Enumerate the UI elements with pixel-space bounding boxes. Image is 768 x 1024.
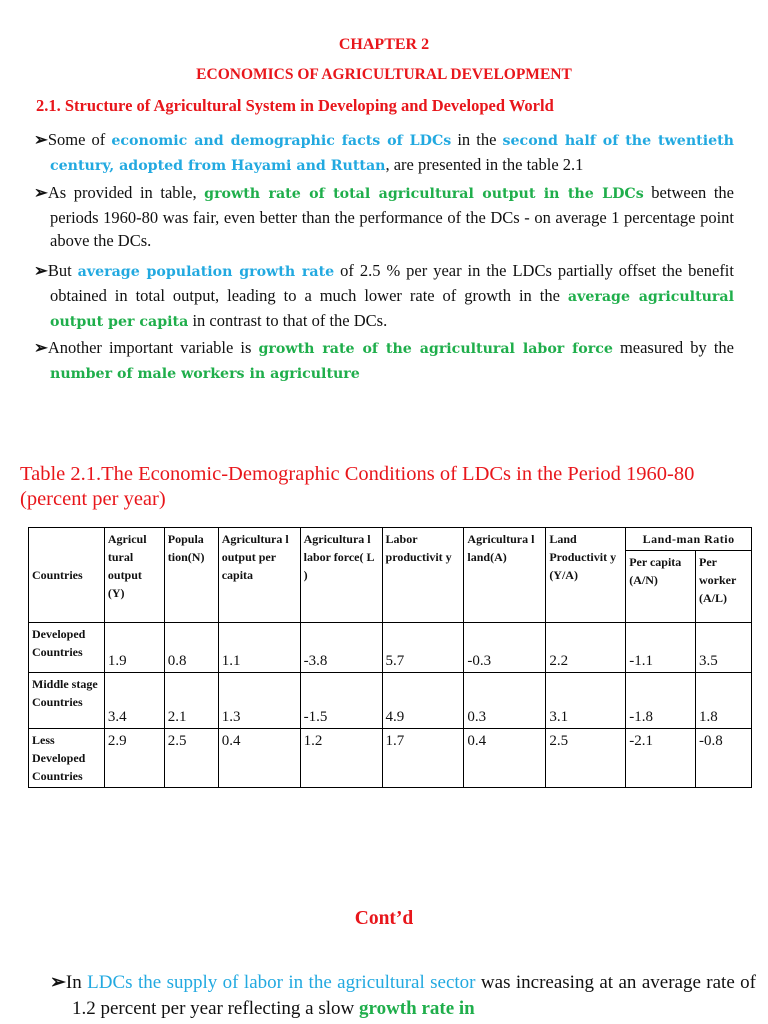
table-cell: 0.3 <box>464 673 546 729</box>
bullet-text: in contrast to that of the DCs. <box>188 311 388 330</box>
table-cell: 1.8 <box>696 673 752 729</box>
table-cell: 3.1 <box>546 673 626 729</box>
section-heading: 2.1. Structure of Agricultural System in Developing and Developed World <box>36 96 554 115</box>
table-row <box>29 623 752 673</box>
table-cell: 2.9 <box>104 729 164 788</box>
bullet-text: Another important variable is <box>47 338 259 357</box>
table-cell: 2.5 <box>164 729 218 788</box>
table-cell: 0.8 <box>164 623 218 673</box>
bullet-text: of 2.5 % per year in the LDCs partially offset the benefit obtained in total output, leading to a much lower rate of growth in the <box>50 261 734 305</box>
chapter-title: ECONOMICS OF AGRICULTURAL DEVELOPMENT <box>196 66 572 83</box>
header-land-man-ratio: Land-man Ratio <box>626 528 752 551</box>
table-cell: 1.2 <box>300 729 382 788</box>
table-cell: 2.2 <box>546 623 626 673</box>
table-cell: -3.8 <box>300 623 382 673</box>
header-ag-output-per-capita: Agricultura l output per capita <box>218 528 300 623</box>
highlight-text: growth rate of total agricultural output in the LDCs <box>204 186 644 202</box>
highlight-text: growth rate of the agricultural labor force <box>258 341 613 357</box>
bullet-text: between the periods 1960-80 was fair, even better than the performance of the DCs - on average 1 percentage point above the DCs. <box>50 183 734 250</box>
table-cell: -1.1 <box>626 623 696 673</box>
highlight-text: economic and demographic facts of LDCs <box>111 133 452 149</box>
table-cell: 4.9 <box>382 673 464 729</box>
bullet-text: was increasing at an average rate of 1.2 percent per year reflecting a slow <box>72 972 757 1019</box>
table-cell: -0.8 <box>696 729 752 788</box>
header-land-productivity: Land Productivit y (Y/A) <box>546 528 626 623</box>
bullet-text: As provided in table, <box>47 183 205 202</box>
table-cell: 2.5 <box>546 729 626 788</box>
table-cell: 2.1 <box>164 673 218 729</box>
table-cell: -0.3 <box>464 623 546 673</box>
highlight-text: second half of the twentieth century, adopted from Hayami and Ruttan <box>50 133 734 174</box>
header-agricultural-output: Agricul tural output (Y) <box>104 528 164 623</box>
table-cell: 0.4 <box>218 729 300 788</box>
header-population: Popula tion(N) <box>164 528 218 623</box>
header-per-capita: Per capita (A/N) <box>626 551 696 623</box>
bullet-point-2 <box>34 181 734 252</box>
chapter-heading: CHAPTER 2 <box>338 36 430 53</box>
table-cell: -1.5 <box>300 673 382 729</box>
row-label: Less Developed Countries <box>29 729 105 788</box>
table-cell: 5.7 <box>382 623 464 673</box>
arrow-bullet-icon: ➢ <box>34 183 48 202</box>
bullet-text: In <box>65 972 88 993</box>
bullet-point-4 <box>34 336 734 386</box>
bullet-text: in the <box>451 130 503 149</box>
highlight-text: LDCs the supply of labor in the agricultural sector <box>87 972 476 993</box>
header-labor-productivity: Labor productivit y <box>382 528 464 623</box>
bullet-text: , are presented in the table 2.1 <box>385 155 584 174</box>
table-cell: 1.7 <box>382 729 464 788</box>
arrow-bullet-icon: ➢ <box>34 130 48 149</box>
continued-heading: Cont’d <box>354 908 414 929</box>
highlight-text: growth rate in <box>358 998 475 1019</box>
table-cell: -1.8 <box>626 673 696 729</box>
bullet-point-5 <box>50 970 756 1022</box>
row-label: Developed Countries <box>29 623 105 673</box>
arrow-bullet-icon: ➢ <box>50 972 66 993</box>
header-agricultural-land: Agricultura l land(A) <box>464 528 546 623</box>
table-title: Table 2.1.The Economic-Demographic Conditions of LDCs in the Period 1960-80 (percent per year) <box>20 463 695 510</box>
header-countries: Countries <box>29 528 105 623</box>
table-cell: 1.3 <box>218 673 300 729</box>
table-row <box>29 673 752 729</box>
table-row <box>29 729 752 788</box>
table-cell: 1.9 <box>104 623 164 673</box>
header-per-worker: Per worker (A/L) <box>696 551 752 623</box>
bullet-text: But <box>47 261 78 280</box>
table-cell: -2.1 <box>626 729 696 788</box>
highlight-text: average agricultural output per capita <box>50 289 734 330</box>
row-label: Middle stage Countries <box>29 673 105 729</box>
bullet-point-3 <box>34 259 734 334</box>
header-ag-labor-force: Agricultura l labor force( L ) <box>300 528 382 623</box>
table-cell: 1.1 <box>218 623 300 673</box>
bullet-point-1 <box>34 128 734 178</box>
arrow-bullet-icon: ➢ <box>34 261 48 280</box>
table-cell: 3.5 <box>696 623 752 673</box>
table-cell: 3.4 <box>104 673 164 729</box>
bullet-text: measured by the <box>612 338 734 357</box>
highlight-text: average population growth rate <box>77 264 335 280</box>
highlight-text: number of male workers in agriculture <box>50 366 360 382</box>
arrow-bullet-icon: ➢ <box>34 338 48 357</box>
economic-demographic-table <box>28 527 752 788</box>
bullet-text: Some of <box>47 130 112 149</box>
table-cell: 0.4 <box>464 729 546 788</box>
